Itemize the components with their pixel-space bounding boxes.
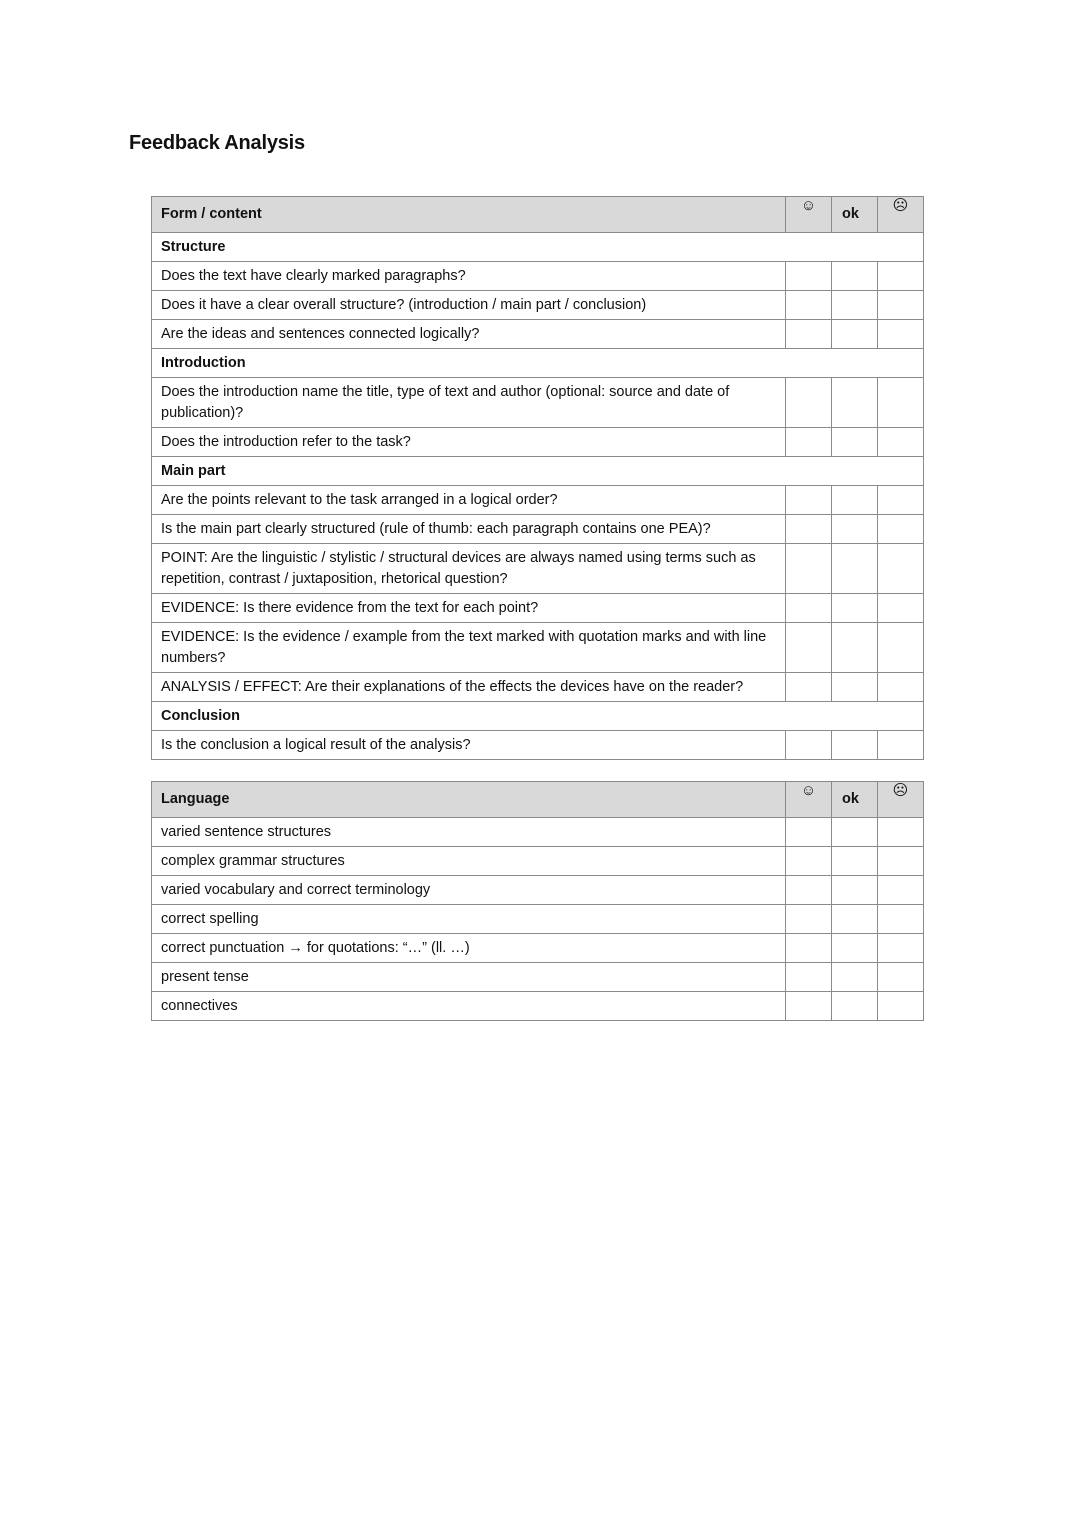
rating-cell-happy[interactable] (786, 905, 832, 934)
rating-cell-happy[interactable] (786, 262, 832, 291)
table-row (152, 428, 924, 457)
criterion-text: connectives (152, 992, 786, 1021)
table-header-row (152, 197, 924, 233)
table-row (152, 623, 924, 673)
rating-cell-ok[interactable] (832, 963, 878, 992)
criterion-text: Is the main part clearly structured (rule of thumb: each paragraph contains one PEA)? (152, 515, 786, 544)
section-title: Conclusion (152, 702, 924, 731)
rating-cell-happy[interactable] (786, 673, 832, 702)
rating-cell-happy[interactable] (786, 320, 832, 349)
section-title: Main part (152, 457, 924, 486)
table-row (152, 544, 924, 594)
rating-cell-ok[interactable] (832, 486, 878, 515)
table-row (152, 963, 924, 992)
section-title: Structure (152, 233, 924, 262)
rating-cell-ok[interactable] (832, 876, 878, 905)
table-row (152, 876, 924, 905)
table-row (152, 515, 924, 544)
table-row (152, 320, 924, 349)
section-row-introduction (152, 349, 924, 378)
section-row-structure (152, 233, 924, 262)
table-row (152, 992, 924, 1021)
rating-cell-sad[interactable] (878, 992, 924, 1021)
section-title: Introduction (152, 349, 924, 378)
frowning-face-icon: ☹ (892, 782, 909, 799)
table-row (152, 905, 924, 934)
rating-cell-ok[interactable] (832, 623, 878, 673)
ok-label: ok (842, 791, 859, 807)
rating-cell-sad[interactable] (878, 291, 924, 320)
rating-cell-ok[interactable] (832, 594, 878, 623)
rating-cell-sad[interactable] (878, 544, 924, 594)
criterion-text: Does the text have clearly marked paragraphs? (152, 262, 786, 291)
rating-cell-happy[interactable] (786, 818, 832, 847)
rating-head-ok (832, 197, 878, 233)
rating-cell-sad[interactable] (878, 905, 924, 934)
table-row (152, 378, 924, 428)
rating-cell-ok[interactable] (832, 934, 878, 963)
rating-cell-sad[interactable] (878, 515, 924, 544)
section-row-conclusion (152, 702, 924, 731)
table-row (152, 486, 924, 515)
rating-cell-happy[interactable] (786, 594, 832, 623)
rating-cell-sad[interactable] (878, 673, 924, 702)
criterion-text: POINT: Are the linguistic / stylistic / structural devices are always named using terms such as repetition, contrast / juxtaposition, rhetorical question? (152, 544, 786, 594)
rating-cell-happy[interactable] (786, 847, 832, 876)
criterion-text: Does it have a clear overall structure? (introduction / main part / conclusion) (152, 291, 786, 320)
rating-cell-happy[interactable] (786, 291, 832, 320)
rating-cell-sad[interactable] (878, 731, 924, 760)
rating-cell-happy[interactable] (786, 731, 832, 760)
rating-cell-happy[interactable] (786, 486, 832, 515)
rating-head-happy (786, 782, 832, 818)
table-row (152, 731, 924, 760)
table-row (152, 934, 924, 963)
rating-head-ok (832, 782, 878, 818)
criterion-text: Are the points relevant to the task arranged in a logical order? (152, 486, 786, 515)
rating-cell-sad[interactable] (878, 847, 924, 876)
rating-cell-ok[interactable] (832, 992, 878, 1021)
ok-label: ok (842, 206, 859, 222)
rating-cell-ok[interactable] (832, 515, 878, 544)
rating-cell-ok[interactable] (832, 731, 878, 760)
rating-cell-happy[interactable] (786, 934, 832, 963)
smiley-face-icon: ☺ (800, 782, 817, 799)
page-title: Feedback Analysis (129, 132, 305, 154)
rating-cell-sad[interactable] (878, 963, 924, 992)
rating-cell-sad[interactable] (878, 262, 924, 291)
rating-cell-happy[interactable] (786, 515, 832, 544)
rating-cell-happy[interactable] (786, 963, 832, 992)
criterion-text: Does the introduction refer to the task? (152, 428, 786, 457)
rating-cell-happy[interactable] (786, 992, 832, 1021)
rating-cell-happy[interactable] (786, 428, 832, 457)
rating-cell-happy[interactable] (786, 623, 832, 673)
rating-head-sad (878, 782, 924, 818)
table-row (152, 673, 924, 702)
rating-cell-sad[interactable] (878, 378, 924, 428)
criterion-text: Does the introduction name the title, type of text and author (optional: source and date of publication)? (152, 378, 786, 428)
rating-cell-ok[interactable] (832, 262, 878, 291)
rating-head-sad (878, 197, 924, 233)
rating-cell-ok[interactable] (832, 291, 878, 320)
language-table (151, 781, 924, 1021)
rating-cell-happy[interactable] (786, 876, 832, 905)
table-row (152, 262, 924, 291)
table-row (152, 594, 924, 623)
frowning-face-icon: ☹ (892, 197, 909, 214)
rating-cell-sad[interactable] (878, 623, 924, 673)
table-header-row (152, 782, 924, 818)
rating-cell-sad[interactable] (878, 428, 924, 457)
rating-cell-ok[interactable] (832, 378, 878, 428)
rating-cell-sad[interactable] (878, 486, 924, 515)
criterion-text: present tense (152, 963, 786, 992)
criterion-text: varied sentence structures (152, 818, 786, 847)
table-row (152, 818, 924, 847)
criterion-text: ANALYSIS / EFFECT: Are their explanations of the effects the devices have on the reader? (152, 673, 786, 702)
criterion-text: EVIDENCE: Is there evidence from the text for each point? (152, 594, 786, 623)
criterion-text: complex grammar structures (152, 847, 786, 876)
form-content-table (151, 196, 924, 760)
criterion-text: EVIDENCE: Is the evidence / example from the text marked with quotation marks and with line numbers? (152, 623, 786, 673)
criterion-text: varied vocabulary and correct terminology (152, 876, 786, 905)
criterion-text: correct punctuation → for quotations: “…” (ll. …) (152, 934, 786, 963)
rating-cell-ok[interactable] (832, 905, 878, 934)
criterion-text: Are the ideas and sentences connected logically? (152, 320, 786, 349)
rating-cell-ok[interactable] (832, 544, 878, 594)
rating-cell-ok[interactable] (832, 673, 878, 702)
smiley-face-icon: ☺ (800, 197, 817, 214)
table-row (152, 291, 924, 320)
rating-cell-happy[interactable] (786, 378, 832, 428)
section-row-main-part (152, 457, 924, 486)
criterion-text: Is the conclusion a logical result of the analysis? (152, 731, 786, 760)
rating-cell-sad[interactable] (878, 876, 924, 905)
form-content-header: Form / content (152, 197, 786, 233)
rating-cell-sad[interactable] (878, 594, 924, 623)
table-row (152, 847, 924, 876)
rating-cell-sad[interactable] (878, 320, 924, 349)
rating-cell-sad[interactable] (878, 818, 924, 847)
rating-cell-sad[interactable] (878, 934, 924, 963)
rating-cell-happy[interactable] (786, 544, 832, 594)
rating-cell-ok[interactable] (832, 320, 878, 349)
rating-head-happy (786, 197, 832, 233)
rating-cell-ok[interactable] (832, 428, 878, 457)
criterion-text: correct spelling (152, 905, 786, 934)
language-header: Language (152, 782, 786, 818)
rating-cell-ok[interactable] (832, 847, 878, 876)
rating-cell-ok[interactable] (832, 818, 878, 847)
